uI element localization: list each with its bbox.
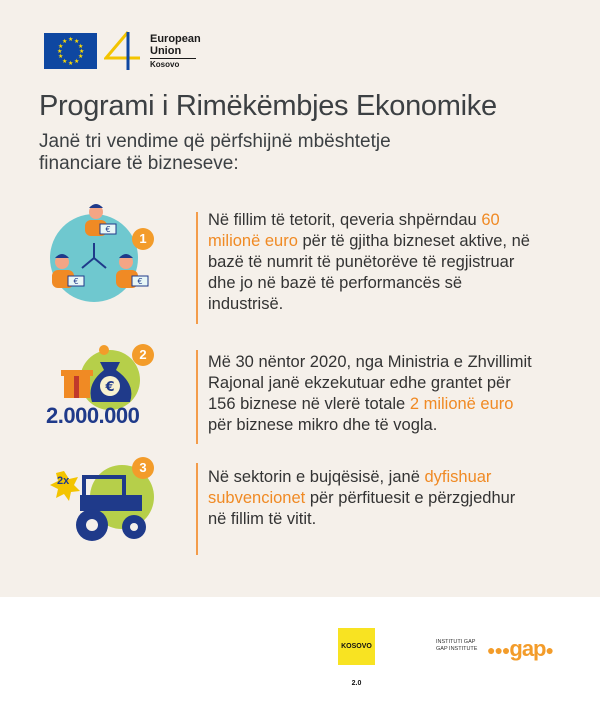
eu-flag-logo: ★ ★ ★ ★ ★ ★ ★ ★ ★ ★ ★ ★ [44, 33, 97, 69]
gap-institute-text: INSTITUTI GAP GAP INSTITUTE [436, 639, 478, 652]
svg-text:€: € [105, 225, 111, 234]
gap-dot-icon: ● [545, 642, 553, 659]
tractor-icon [44, 455, 174, 547]
four-logo-icon [104, 30, 146, 72]
item-text: Në fillim të tetorit, qeveria shpërndau 60 milionë euro për të gjitha bizneset aktive, në bazë të numrit të punëtorëve të regjistruar dhe jo në bazë të performancës së industrisë. [208, 211, 530, 313]
item-number-badge: 3 [132, 457, 154, 479]
eu-logo-text: European Union Kosovo [150, 33, 201, 69]
svg-text:€: € [137, 277, 143, 286]
highlight-text: dyfishuar subvencionet [208, 468, 492, 507]
item-3 [0, 455, 600, 565]
kosovo-2-0-logo: KOSOVO 2.0 [338, 628, 375, 665]
gap-logo: ●●●gap● [487, 636, 553, 661]
item-1 [0, 198, 600, 338]
svg-text:€: € [73, 277, 79, 286]
highlight-text: 2 milionë euro [409, 395, 514, 413]
double-label: 2x [57, 475, 70, 487]
divider-line [196, 212, 198, 324]
highlight-text: 60 milionë euro [208, 211, 500, 250]
item-number-badge: 1 [132, 228, 154, 250]
divider-line [196, 463, 198, 555]
divider-line [196, 350, 198, 444]
item-2 [0, 340, 600, 452]
page-title: Programi i Rimëkëmbjes Ekonomike [39, 90, 497, 122]
page-subtitle: Janë tri vendime që përfshijnë mbështetje financiare të bizneseve: [39, 131, 391, 174]
people-euro-icon [50, 198, 175, 308]
item-text: Më 30 nëntor 2020, nga Ministria e Zhvillimit Rajonal janë ekzekutuar edhe grantet për 156 biznese në vlerë totale 2 milionë euro për biznese mikro dhe të vogla. [208, 353, 532, 434]
svg-text:€: € [105, 380, 115, 395]
gap-dots-icon: ●●● [487, 642, 510, 659]
item-number-badge: 2 [132, 344, 154, 366]
money-amount-label: 2.000.000 [46, 403, 140, 428]
item-text: Në sektorin e bujqësisë, janë dyfishuar subvencionet për përfituesit e përzgjedhur në fillim të vitit. [208, 468, 516, 528]
